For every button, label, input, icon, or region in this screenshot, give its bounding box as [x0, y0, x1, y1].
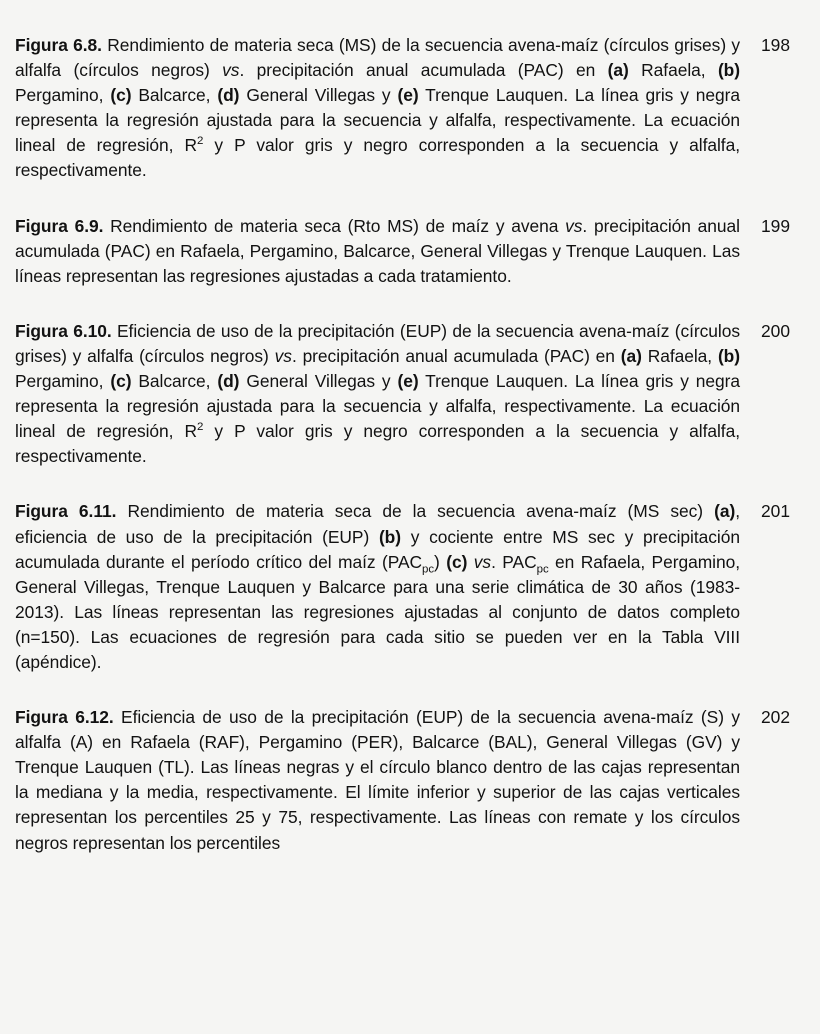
figure-page-number: 201 — [761, 501, 791, 522]
figure-page-number: 198 — [761, 35, 791, 55]
figure-caption-text: Figura 6.8. Rendimiento de materia seca (MS) de la secuencia avena-maíz (círculos grises) y alfalfa (círculos negros) vs. precipitación anual acumulada (PAC) en (a) Rafaela, (b) Pergamino, (c) Balcarce, (d) General Villegas y (e) Trenque Lauquen. La línea gris y negra representa la regresión ajustada para la secuencia y alfalfa, respectivamente. La ecuación lineal de regresión, $R^2$ y P valor gris y negro corresponden a la secuencia y alfalfa, respectivamente. — [15, 35, 740, 181]
figure-page-number: 199 — [761, 215, 791, 236]
figure-entry — [0, 319, 820, 470]
figure-entry-list — [0, 33, 820, 856]
figure-caption — [0, 705, 820, 856]
figure-page-number: 202 — [761, 707, 791, 728]
figure-caption — [0, 33, 820, 184]
figure-entry — [0, 214, 820, 289]
figure-caption-text: Figura 6.9. Rendimiento de materia seca (Rto MS) de maíz y avena vs. precipitación anual acumulada (PAC) en Rafaela, Pergamino, Balcarce, General Villegas y Trenque Lauquen. Las líneas representan las regresiones ajustadas a cada tratamiento. — [15, 215, 740, 286]
figure-entry — [0, 499, 820, 675]
figure-page-number: 200 — [761, 320, 791, 341]
figure-entry — [0, 705, 820, 856]
figure-caption-text: Figura 6.12. Eficiencia de uso de la precipitación (EUP) de la secuencia avena-maíz (S) y alfalfa (A) en Rafaela (RAF), Pergamino (PER), Balcarce (BAL), General Villegas (GV) y Trenque Lauquen (TL). Las líneas negras y el círculo blanco dentro de las cajas representan la mediana y la media, respectivamente. El límite inferior y superior de las cajas verticales representan los percentiles 25 y 75, respectivamente. Las líneas con remate y los círculos negros representan los percentiles — [15, 707, 740, 853]
figure-caption — [0, 214, 820, 289]
figure-caption — [0, 499, 820, 675]
figure-caption — [0, 319, 820, 470]
figure-caption-text: Figura 6.11. Rendimiento de materia seca de la secuencia avena-maíz (MS sec) (a), eficiencia de uso de la precipitación (EUP) (b) y cociente entre MS sec y precipitación acumulada durante el período crítico del maíz $(PAC_{pc})$ (c) vs. $PAC_{pc}$ en Rafaela, Pergamino, General Villegas, Trenque Lauquen y Balcarce para una serie climática de 30 años (1983-2013). Las líneas representan las regresiones ajustadas al conjunto de datos completo (n=150). Las ecuaciones de regresión para cada sitio se pueden ver en la Tabla VIII (apéndice). — [15, 501, 741, 672]
figure-caption-text: Figura 6.10. Eficiencia de uso de la precipitación (EUP) de la secuencia avena-maíz (círculos grises) y alfalfa (círculos negros) vs. precipitación anual acumulada (PAC) en (a) Rafaela, (b) Pergamino, (c) Balcarce, (d) General Villegas y (e) Trenque Lauquen. La línea gris y negra representa la regresión ajustada para la secuencia y alfalfa, respectivamente. La ecuación lineal de regresión, $R^2$ y P valor gris y negro corresponden a la secuencia y alfalfa, respectivamente. — [15, 320, 740, 467]
figure-entry — [0, 33, 820, 184]
